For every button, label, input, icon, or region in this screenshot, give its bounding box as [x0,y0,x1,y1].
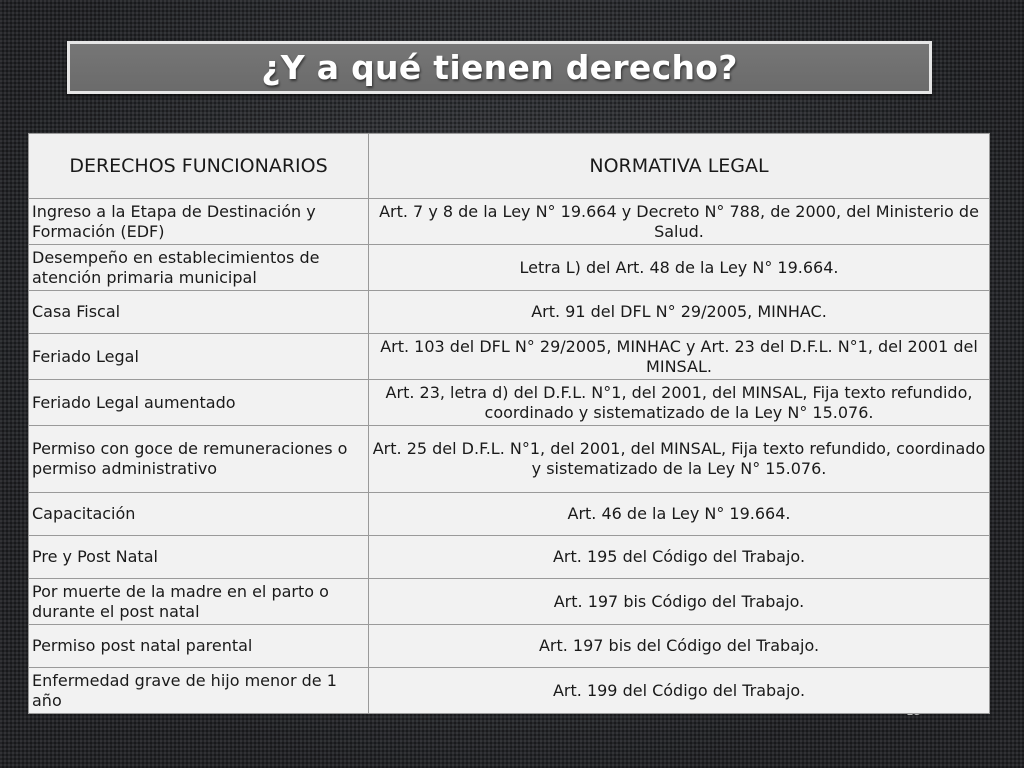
law-cell: Art. 195 del Código del Trabajo. [369,536,990,579]
table-row [29,199,990,245]
law-cell: Art. 103 del DFL N° 29/2005, MINHAC y Art. 23 del D.F.L. N°1, del 2001 del MINSAL. [369,334,990,380]
right-cell: Por muerte de la madre en el parto o durante el post natal [29,579,369,625]
right-cell: Feriado Legal aumentado [29,380,369,426]
table-header-row [29,134,990,199]
law-cell: Art. 46 de la Ley N° 19.664. [369,493,990,536]
law-cell: Art. 25 del D.F.L. N°1, del 2001, del MINSAL, Fija texto refundido, coordinado y sistematizado de la Ley N° 15.076. [369,426,990,493]
right-cell: Pre y Post Natal [29,536,369,579]
table-row [29,380,990,426]
rights-table [28,133,990,714]
right-cell: Feriado Legal [29,334,369,380]
table-body [29,199,990,714]
right-cell: Enfermedad grave de hijo menor de 1 año [29,668,369,714]
right-cell: Permiso con goce de remuneraciones o permiso administrativo [29,426,369,493]
table-row [29,291,990,334]
law-cell: Letra L) del Art. 48 de la Ley N° 19.664. [369,245,990,291]
table-row [29,536,990,579]
column-header-rights: DERECHOS FUNCIONARIOS [29,134,369,199]
slide-title: ¿Y a qué tienen derecho? [261,48,738,87]
table-row [29,426,990,493]
right-cell: Ingreso a la Etapa de Destinación y Formación (EDF) [29,199,369,245]
right-cell: Casa Fiscal [29,291,369,334]
column-header-law: NORMATIVA LEGAL [369,134,990,199]
table-row [29,668,990,714]
law-cell: Art. 197 bis del Código del Trabajo. [369,625,990,668]
table-row [29,625,990,668]
table-row [29,493,990,536]
slide-title-box [67,41,932,94]
right-cell: Permiso post natal parental [29,625,369,668]
law-cell: Art. 7 y 8 de la Ley N° 19.664 y Decreto N° 788, de 2000, del Ministerio de Salud. [369,199,990,245]
law-cell: Art. 91 del DFL N° 29/2005, MINHAC. [369,291,990,334]
table-row [29,579,990,625]
law-cell: Art. 197 bis Código del Trabajo. [369,579,990,625]
table-row [29,334,990,380]
law-cell: Art. 199 del Código del Trabajo. [369,668,990,714]
table-row [29,245,990,291]
right-cell: Desempeño en establecimientos de atención primaria municipal [29,245,369,291]
law-cell: Art. 23, letra d) del D.F.L. N°1, del 2001, del MINSAL, Fija texto refundido, coordinado y sistematizado de la Ley N° 15.076. [369,380,990,426]
right-cell: Capacitación [29,493,369,536]
